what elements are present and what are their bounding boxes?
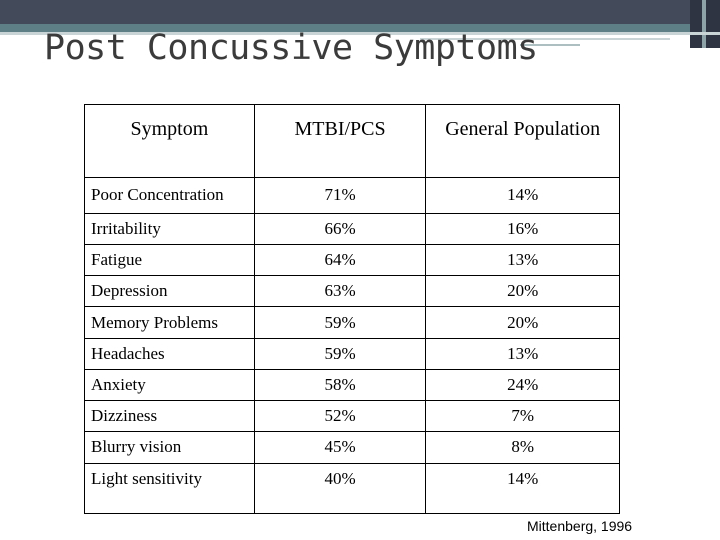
citation: Mittenberg, 1996 — [527, 518, 633, 534]
general-cell: 7% — [426, 401, 620, 432]
decorative-corner-stripe — [702, 0, 706, 48]
symptom-cell: Light sensitivity — [85, 463, 255, 513]
general-cell: 24% — [426, 369, 620, 400]
general-cell: 14% — [426, 177, 620, 213]
symptom-cell: Poor Concentration — [85, 177, 255, 213]
table-row — [85, 369, 620, 400]
symptom-cell: Blurry vision — [85, 432, 255, 463]
general-cell: 8% — [426, 432, 620, 463]
mtbi-cell: 52% — [254, 401, 426, 432]
table-row — [85, 338, 620, 369]
symptom-cell: Irritability — [85, 213, 255, 244]
general-cell: 14% — [426, 463, 620, 513]
general-cell: 13% — [426, 338, 620, 369]
table-row — [85, 245, 620, 276]
table-row — [85, 401, 620, 432]
general-cell: 20% — [426, 307, 620, 338]
symptom-table — [84, 104, 620, 514]
symptom-cell: Dizziness — [85, 401, 255, 432]
slide-title: Post Concussive Symptoms — [44, 28, 538, 68]
mtbi-cell: 63% — [254, 276, 426, 307]
column-header-mtbi-pcs: MTBI/PCS — [254, 105, 426, 178]
table-row — [85, 307, 620, 338]
table-header-row — [85, 105, 620, 178]
symptom-cell: Anxiety — [85, 369, 255, 400]
general-cell: 20% — [426, 276, 620, 307]
mtbi-cell: 64% — [254, 245, 426, 276]
column-header-general-population: General Population — [426, 105, 620, 178]
mtbi-cell: 66% — [254, 213, 426, 244]
column-header-symptom: Symptom — [85, 105, 255, 178]
decorative-header-bar — [0, 0, 720, 24]
mtbi-cell: 59% — [254, 338, 426, 369]
general-cell: 13% — [426, 245, 620, 276]
mtbi-cell: 40% — [254, 463, 426, 513]
mtbi-cell: 58% — [254, 369, 426, 400]
mtbi-cell: 45% — [254, 432, 426, 463]
table-row — [85, 463, 620, 513]
mtbi-cell: 71% — [254, 177, 426, 213]
table-row — [85, 213, 620, 244]
symptom-cell: Memory Problems — [85, 307, 255, 338]
table-row — [85, 177, 620, 213]
symptom-cell: Headaches — [85, 338, 255, 369]
symptom-cell: Fatigue — [85, 245, 255, 276]
symptom-cell: Depression — [85, 276, 255, 307]
table-row — [85, 432, 620, 463]
general-cell: 16% — [426, 213, 620, 244]
table-row — [85, 276, 620, 307]
mtbi-cell: 59% — [254, 307, 426, 338]
